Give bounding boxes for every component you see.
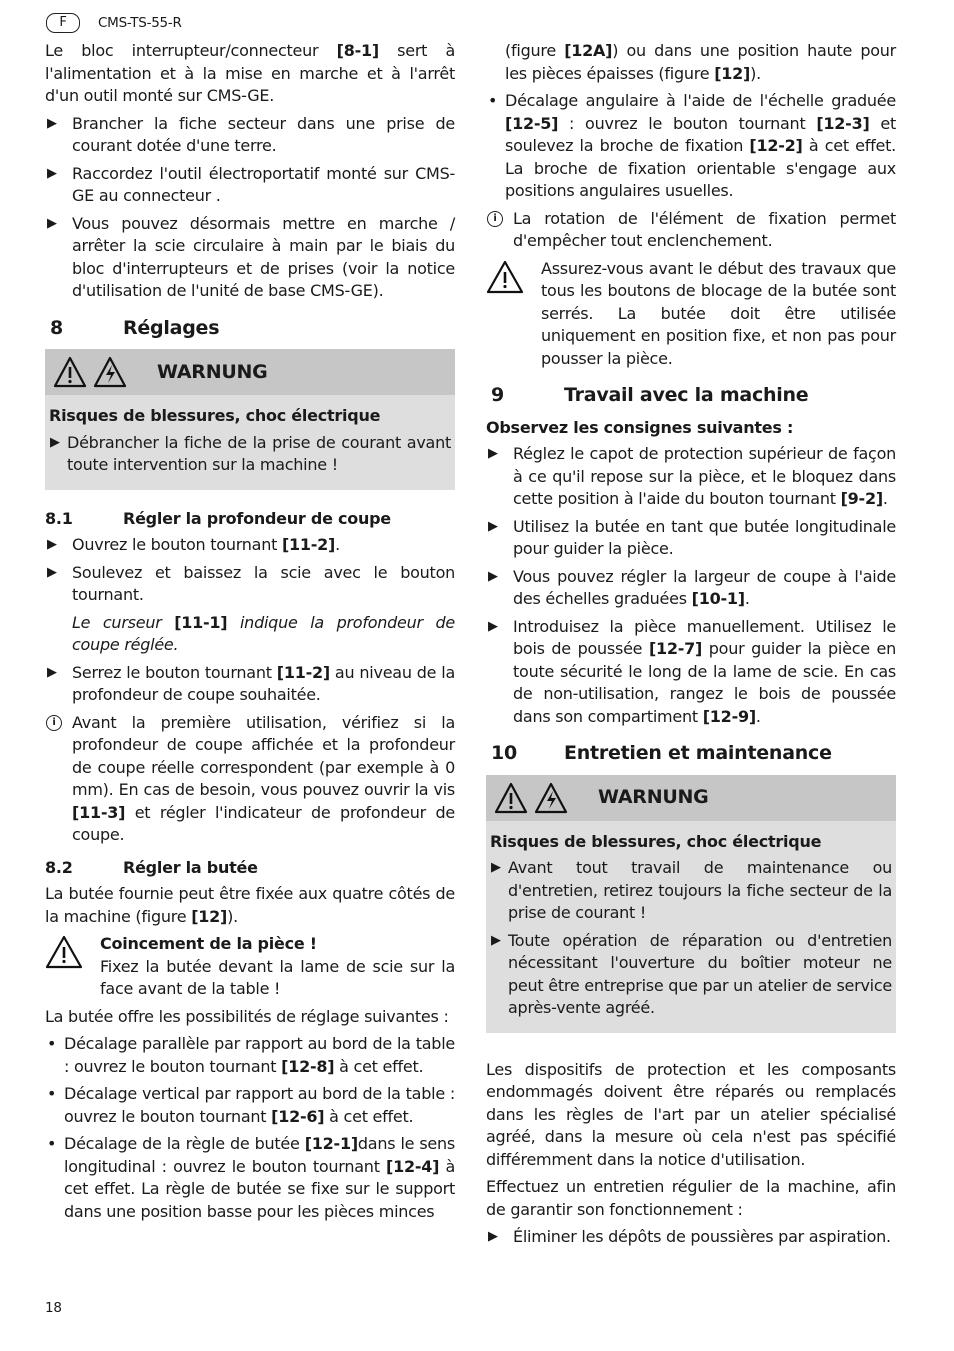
instruction-step: ▶ Vous pouvez désormais mettre en marche / arrêter la scie circulaire à main par le biais du bloc d'interrupteurs et de prises (voir la notice d'utilisation de l'unité de base CMS-GE). bbox=[45, 213, 455, 303]
right-column bbox=[486, 40, 896, 1254]
instruction-step: ▶ Ouvrez le bouton tournant [11-2]. bbox=[45, 534, 455, 557]
instruction-step: ▶ Brancher la fiche secteur dans une prise de courant dotée d'une terre. bbox=[45, 113, 455, 158]
paragraph: Les dispositifs de protection et les composants endommagés doivent être réparés ou remplacés dans les règles de l'art par un atelier spécialisé agréé, dans la mesure où cela n'est pas spécifié différemment dans la notice d'utilisation. bbox=[486, 1059, 896, 1169]
electric-shock-icon bbox=[534, 782, 568, 814]
section-8-heading: 8 Réglages bbox=[50, 316, 220, 339]
document-id: CMS-TS-55-R bbox=[98, 14, 182, 31]
caution-note bbox=[486, 258, 896, 371]
language-badge: F bbox=[46, 13, 80, 33]
electric-shock-icon bbox=[93, 356, 127, 388]
warning-box bbox=[486, 775, 896, 1033]
info-icon: i bbox=[46, 715, 62, 731]
warning-title: WARNUNG bbox=[157, 360, 268, 383]
section-8-2-heading: 8.2 Régler la butée bbox=[45, 857, 258, 877]
instruction-step: ▶ Raccordez l'outil électroportatif monté sur CMS-GE au connecteur . bbox=[45, 163, 455, 208]
bullet-item: • Décalage vertical par rapport au bord de la table : ouvrez le bouton tournant [12-6] à cet effet. bbox=[45, 1083, 455, 1128]
paragraph: Effectuez un entretien régulier de la machine, afin de garantir son fonctionnement : bbox=[486, 1177, 896, 1219]
section-9-heading: 9 Travail avec la machine bbox=[491, 384, 809, 406]
warning-title: WARNUNG bbox=[598, 786, 709, 809]
page-number: 18 bbox=[45, 1300, 62, 1316]
info-note: i Avant la première utilisation, vérifiez si la profondeur de coupe affichée et la profondeur de coupe réelle correspondent (par exemple à 0 mm). En cas de besoin, vous pouvez ouvrir la vis [11-3] et régler l'indicateur de profondeur de coupe. bbox=[45, 712, 455, 847]
instruction-step: ▶ Éliminer les dépôts de poussières par aspiration. bbox=[486, 1226, 896, 1249]
caution-text: Assurez-vous avant le début des travaux que tous les boutons de blocage de la butée sont serrés. La butée doit être utilisée uniquement en position fixe, et non pas pour pousser la pièce. bbox=[541, 258, 896, 368]
warning-triangle-icon bbox=[53, 356, 87, 388]
warning-triangle-icon bbox=[486, 260, 524, 294]
caution-title: Coincement de la pièce ! bbox=[100, 934, 317, 953]
warning-item: ▶ Débrancher la fiche de la prise de courant avant toute intervention sur la machine ! bbox=[49, 432, 451, 477]
instruction-step: ▶ Serrez le bouton tournant [11-2] au niveau de la profondeur de coupe souhaitée. bbox=[45, 662, 455, 707]
warning-triangle-icon bbox=[494, 782, 528, 814]
bullet-item: • Décalage angulaire à l'aide de l'échelle graduée [12-5] : ouvrez le bouton tournant [12-3] et soulevez la broche de fixation [12-2] à cet effet. La broche de fixation orientable s'engage aux positions angulaires usuelles. bbox=[486, 90, 896, 203]
instruction-step: ▶ Soulevez et baissez la scie avec le bouton tournant. bbox=[45, 562, 455, 607]
caution-note bbox=[45, 933, 455, 1001]
warning-bar bbox=[45, 349, 455, 395]
section-8-1-heading: 8.1 Régler la profondeur de coupe bbox=[45, 508, 391, 528]
info-icon: i bbox=[487, 211, 503, 227]
info-note: i La rotation de l'élément de fixation permet d'empêcher tout enclenchement. bbox=[486, 208, 896, 253]
caution-text: Fixez la butée devant la lame de scie sur la face avant de la table ! bbox=[100, 956, 455, 998]
warning-item: ▶ Toute opération de réparation ou d'entretien nécessitant l'ouverture du boîtier moteur ne peut être entreprise que par un atelier de service après-vente agréé. bbox=[490, 930, 892, 1020]
bullet-item: • Décalage de la règle de butée [12-1]dans le sens longitudinal : ouvrez le bouton tournant [12-4] à cet effet. La règle de butée se fixe sur le support dans une position basse pour les pièces minces bbox=[45, 1133, 455, 1223]
paragraph: La butée fournie peut être fixée aux quatre côtés de la machine (figure [12]). bbox=[45, 884, 455, 926]
warning-item: ▶ Avant tout travail de maintenance ou d'entretien, retirez toujours la fiche secteur de la prise de courant ! bbox=[490, 857, 892, 925]
section-10-heading: 10 Entretien et maintenance bbox=[491, 742, 832, 764]
instruction-step: ▶ Vous pouvez régler la largeur de coupe à l'aide des échelles graduées [10-1]. bbox=[486, 566, 896, 611]
warning-triangle-icon bbox=[45, 935, 83, 969]
warning-subtitle: Risques de blessures, choc électrique bbox=[490, 831, 822, 851]
page-header bbox=[46, 12, 182, 34]
instruction-step: ▶ Utilisez la butée en tant que butée longitudinale pour guider la pièce. bbox=[486, 516, 896, 561]
bullet-item: • Décalage parallèle par rapport au bord de la table : ouvrez le bouton tournant [12-8] à cet effet. bbox=[45, 1033, 455, 1078]
warning-box bbox=[45, 349, 455, 490]
intro-paragraph: Le bloc interrupteur/connecteur [8-1] sert à l'alimentation et à la mise en marche et à l'arrêt d'un outil monté sur CMS-GE. bbox=[45, 41, 455, 105]
warning-subtitle: Risques de blessures, choc électrique bbox=[49, 406, 381, 425]
paragraph: La butée offre les possibilités de réglage suivantes : bbox=[45, 1006, 449, 1026]
left-column bbox=[45, 40, 455, 1228]
section-9-subtitle: Observez les consignes suivantes : bbox=[486, 417, 794, 437]
instruction-step: ▶ Réglez le capot de protection supérieur de façon à ce qu'il repose sur la pièce, et le bloquez dans cette position à l'aide du bouton tournant [9-2]. bbox=[486, 443, 896, 511]
result-note: Le curseur [11-1] indique la profondeur de coupe réglée. bbox=[72, 612, 456, 654]
instruction-step: ▶ Introduisez la pièce manuellement. Utilisez le bois de poussée [12-7] pour guider la pièce en toute sécurité le long de la lame de scie. En cas de non-utilisation, rangez le bois de poussée dans son compartiment [12-9]. bbox=[486, 616, 896, 729]
bullet-continuation: (figure [12A]) ou dans une position haute pour les pièces épaisses (figure [12]). bbox=[505, 41, 896, 83]
warning-bar bbox=[486, 775, 896, 821]
